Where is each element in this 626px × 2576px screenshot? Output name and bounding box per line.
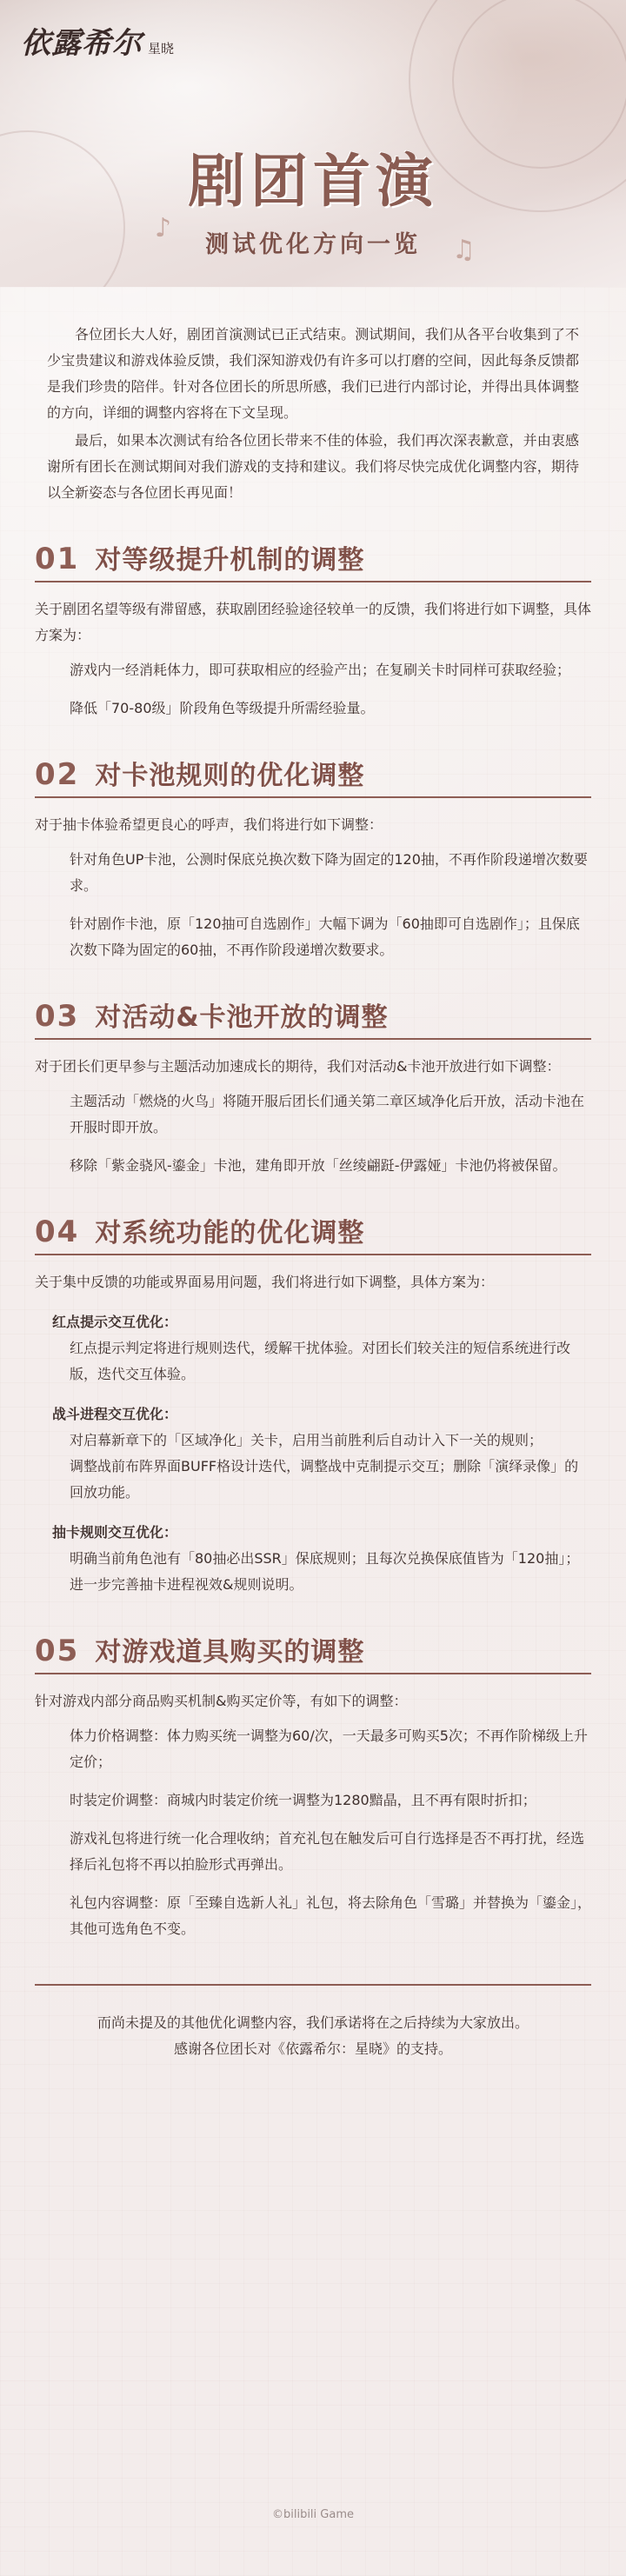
section-03 (35, 999, 591, 1179)
content (0, 296, 626, 2062)
section-title: 对等级提升机制的调整 (95, 545, 365, 576)
section-lead: 关于剧团名望等级有滞留感，获取剧团经验途径较单一的反馈，我们将进行如下调整，具体方案为： (35, 601, 592, 643)
page-subtitle: 测试优化方向一览 (205, 231, 421, 258)
title-block (0, 147, 626, 259)
section-item: 移除「紫金骁风-鎏金」卡池，建角即开放「丝绫翩跹-伊露娅」卡池仍将被保留。 (70, 1157, 567, 1174)
section-04 (35, 1217, 591, 1598)
section-header (35, 999, 591, 1040)
closing-line: 而尚未提及的其他优化调整内容，我们承诺将在之后持续为大家放出。 (97, 2014, 529, 2031)
subsection-item: 对启幕新章下的「区域净化」关卡，启用当前胜利后自动计入下一关的规则； (70, 1432, 543, 1448)
section-item: 针对剧作卡池，原「120抽可自选剧作」大幅下调为「60抽即可自选剧作」；且保底次数下降为固定的60抽，不再作阶段递增次数要求。 (70, 915, 580, 958)
hero-banner (0, 0, 626, 287)
section-item: 时装定价调整：商城内时装定价统一调整为1280黯晶，且不再有限时折扣； (70, 1792, 536, 1808)
section-header (35, 1636, 591, 1674)
closing-note (35, 1984, 591, 2062)
section-title: 对游戏道具购买的调整 (95, 1637, 365, 1667)
section-header (35, 1217, 591, 1255)
subsection-item: 红点提示判定将进行规则迭代，缓解干扰体验。对团长们较关注的短信系统进行改版，迭代交互体验。 (70, 1340, 571, 1382)
music-note-icon: ♪ (155, 213, 172, 243)
section-item: 降低「70-80级」阶段角色等级提升所需经验量。 (70, 700, 375, 716)
section-lead: 关于集中反馈的功能或界面易用问题，我们将进行如下调整，具体方案为： (35, 1274, 495, 1290)
game-logo (21, 19, 174, 62)
section-title: 对活动&卡池开放的调整 (95, 1002, 389, 1033)
section-number: 05 (35, 1634, 80, 1668)
subsection-heading: 战斗进程交互优化： (52, 1406, 178, 1422)
page-title: 剧团首演 (188, 147, 438, 215)
subsection-item: 进一步完善抽卡进程视效&规则说明。 (70, 1576, 303, 1593)
section-item: 主题活动「燃烧的火鸟」将随开服后团长们通关第二章区域净化后开放，活动卡池在开服时即开放。 (70, 1093, 585, 1135)
intro-paragraph: 最后，如果本次测试有给各位团长带来不佳的体验，我们再次深表歉意，并由衷感谢所有团长在测试期间对我们游戏的支持和建议。我们将尽快完成优化调整内容，期待以全新姿态与各位团长再见面！ (47, 432, 579, 501)
section-item: 针对角色UP卡池，公测时保底兑换次数下降为固定的120抽，不再作阶段递增次数要求。 (70, 851, 588, 894)
subsection-heading: 抽卡规则交互优化： (52, 1524, 178, 1541)
section-item: 体力价格调整：体力购买统一调整为60/次，一天最多可购买5次；不再作阶梯级上升定价； (70, 1727, 588, 1770)
section-02 (35, 757, 591, 963)
section-05 (35, 1636, 591, 1942)
intro-paragraph: 各位团长大人好，剧团首演测试已正式结束。测试期间，我们从各平台收集到了不少宝贵建议和游戏体验反馈，我们深知游戏仍有许多可以打磨的空间，因此每条反馈都是我们珍贵的陪伴。针对各位团长的所思所感，我们已进行内部讨论，并得出具体调整的方向，详细的调整内容将在下文呈现。 (47, 326, 579, 421)
subsection-item: 调整战前布阵界面BUFF格设计迭代，调整战中克制提示交互；删除「演绎录像」的回放功能。 (70, 1458, 579, 1501)
section-number: 01 (35, 542, 80, 576)
section-lead: 针对游戏内部分商品购买机制&购买定价等，有如下的调整： (35, 1693, 408, 1709)
closing-line: 感谢各位团长对《依露希尔：星晓》的支持。 (173, 2040, 452, 2057)
decorative-ring (452, 0, 626, 169)
section-number: 04 (35, 1215, 80, 1249)
section-title: 对卡池规则的优化调整 (95, 761, 365, 791)
logo-sub: 星晓 (148, 41, 175, 57)
section-title: 对系统功能的优化调整 (95, 1218, 365, 1248)
subsection-heading: 红点提示交互优化： (52, 1314, 178, 1330)
music-note-icon: ♫ (452, 235, 476, 265)
subsection-item: 明确当前角色池有「80抽必出SSR」保底规则；且每次兑换保底值皆为「120抽」； (70, 1550, 580, 1567)
section-item: 游戏内一经消耗体力，即可获取相应的经验产出；在复刷关卡时同样可获取经验； (70, 662, 571, 678)
section-number: 02 (35, 757, 80, 792)
section-number: 03 (35, 999, 80, 1034)
section-item: 礼包内容调整：原「至臻自选新人礼」礼包，将去除角色「雪璐」并替换为「鎏金」，其他可选角色不变。 (70, 1894, 592, 1937)
logo-main: 依露希尔 (21, 26, 143, 61)
section-lead: 对于团长们更早参与主题活动加速成长的期待，我们对活动&卡池开放进行如下调整： (35, 1058, 561, 1075)
copyright: ©bilibili Game (271, 2508, 354, 2521)
section-01 (35, 544, 591, 722)
section-item: 游戏礼包将进行统一化合理收纳；首充礼包在触发后可自行选择是否不再打扰，经选择后礼包将不再以拍脸形式再弹出。 (70, 1830, 585, 1873)
section-header (35, 544, 591, 582)
section-lead: 对于抽卡体验希望更良心的呼声，我们将进行如下调整： (35, 816, 383, 833)
section-header (35, 757, 591, 798)
